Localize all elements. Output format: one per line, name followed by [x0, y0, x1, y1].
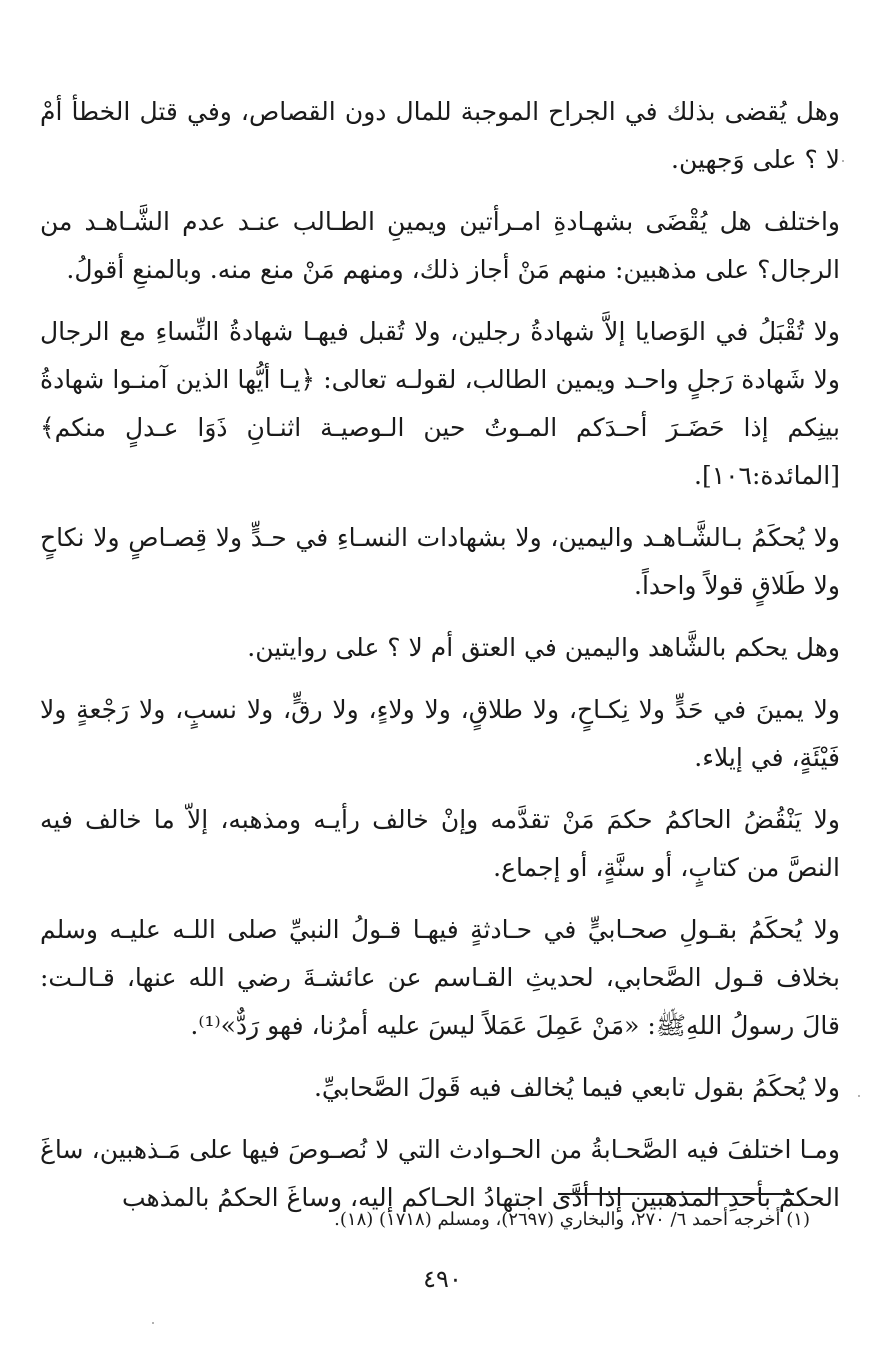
paragraph-2: واختلف هل يُقْضَى بشهـادةِ امـرأتين ويمينِ الطـالب عنـد عدم الشَّـاهـد من الرجال؟ على مذهبين: منهم مَنْ أجاز ذلك، ومنهم مَنْ منع منه. وبالمنعِ أقولُ.	[40, 207, 840, 284]
paragraph-8: ولا يُحكَمُ بقـولِ صحـابيٍّ في حـادثةٍ فيهـا قـولُ النبيِّ صلى اللـه عليـه وسلم بخلاف قـول الصَّحابي، لحديثِ القـاسم عن عائشـةَ رضي الله عنها، قـالـت: قالَ رسولُ اللهِﷺ: «مَنْ عَمِلَ عَمَلاً ليسَ عليه أمرُنا، فهو رَدٌّ»⁽¹⁾.	[40, 915, 840, 1040]
footnote-divider	[558, 1193, 794, 1195]
paragraph-3: ولا تُقْبَلُ في الوَصايا إلاَّ شهادةُ رجلين، ولا تُقبل فيهـا شهادةُ النِّساءِ مع الرجال ولا شَهادة رَجلٍ واحـد ويمين الطالب، لقولـه تعالى: ﴿يـا أيُّها الذين آمنـوا شهادةُ بينِكم إذا حَضَـرَ أحـدَكم المـوتُ حين الـوصيـة اثنـانِ ذَوَا عـدلٍ منكم﴾ [المائدة:١٠٦].	[40, 317, 840, 490]
page-body	[40, 88, 840, 1236]
paragraph-1: وهل يُقضى بذلك في الجراح الموجبة للمال دون القصاص، وفي قتل الخطأ أمْ لا ؟ على وَجهين.	[40, 97, 840, 174]
paragraph-10: ومـا اختلفَ فيه الصَّحـابةُ من الحـوادث التي لا نُصـوصَ فيها على مَـذهبين، ساغَ الحكمُ بأحدِ المذهبين إذا أدَّى اجتهادُ الحـاكم إليه، وساغَ الحكمُ بالمذهب	[40, 1135, 840, 1212]
footnote: (١) أخرجه أحمد ٦/ ٢٧٠، والبخاري (٢٦٩٧)، ومسلم (١٧١٨) (١٨).	[334, 1209, 810, 1230]
scan-speck	[858, 1095, 860, 1097]
scan-speck	[842, 160, 844, 162]
page-number: ٤٩٠	[423, 1265, 462, 1293]
paragraph-4: ولا يُحكَمُ بـالشَّـاهـد واليمين، ولا بشهادات النسـاءِ في حـدٍّ ولا قِصـاصٍ ولا نكاحٍ ولا طَلاقٍ قولاً واحداً.	[40, 523, 840, 600]
paragraph-9: ولا يُحكَمُ بقول تابعي فيما يُخالف فيه قَولَ الصَّحابيِّ.	[313, 1073, 840, 1102]
paragraph-6: ولا يمينَ في حَدٍّ ولا نِكـاحٍ، ولا طلاقٍ، ولا ولاءٍ، ولا رقٍّ، ولا نسبٍ، ولا رَجْعةٍ ولا فَيْئَةٍ، في إيلاء.	[40, 695, 840, 772]
paragraph-7: ولا يَنْقُضُ الحاكمُ حكمَ مَنْ تقدَّمه وإنْ خالف رأيـه ومذهبه، إلاّ ما خالف فيه النصَّ من كتابٍ، أو سنَّةٍ، أو إجماع.	[40, 805, 840, 882]
paragraph-5: وهل يحكم بالشَّاهد واليمين في العتق أم لا ؟ على روايتين.	[247, 633, 840, 662]
scan-speck	[152, 1322, 154, 1324]
